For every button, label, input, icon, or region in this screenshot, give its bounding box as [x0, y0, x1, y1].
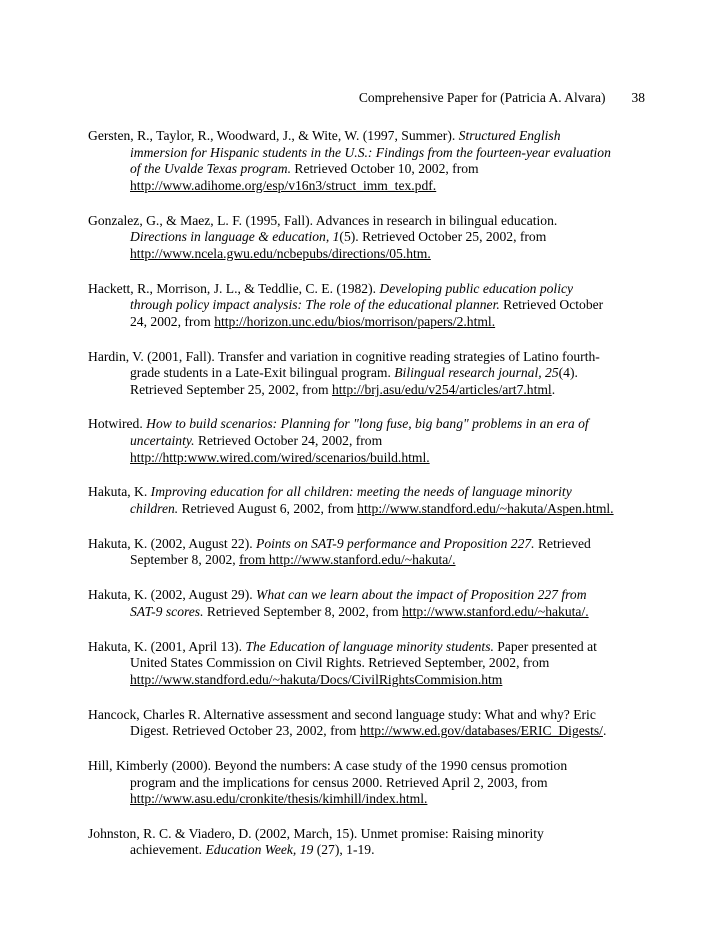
reference-line — [88, 842, 663, 859]
reference-text: Retrieved October — [499, 297, 604, 313]
reference-url-link[interactable]: http://horizon.unc.edu/bios/morrison/papers/2.html. — [214, 313, 496, 329]
reference-text: September 8, 2002, — [130, 552, 240, 568]
reference-text: Retrieved August 6, 2002, from — [178, 501, 358, 517]
reference-line — [88, 723, 663, 740]
reference-line — [88, 416, 663, 433]
reference-line — [88, 382, 663, 399]
reference-line — [88, 758, 663, 775]
reference-italic-text: through policy impact analysis: The role of the educational planner. — [130, 297, 500, 313]
reference-italic-text: What can we learn about the impact of Proposition 227 from — [256, 587, 587, 603]
reference-italic-text: uncertainty. — [130, 433, 195, 449]
reference-line — [88, 501, 663, 518]
reference-line — [88, 672, 663, 689]
reference-italic-text: children. — [130, 501, 179, 517]
reference-entry — [88, 536, 663, 569]
reference-url-link[interactable]: http://brj.asu/edu/v254/articles/art7.html — [331, 381, 552, 397]
reference-line — [88, 587, 663, 604]
reference-line — [88, 604, 663, 621]
reference-italic-text: How to build scenarios: Planning for "long fuse, big bang" problems in an era of — [146, 416, 589, 432]
reference-text: Hardin, V. (2001, Fall). Transfer and variation in cognitive reading strategies of Latino fourth- — [88, 348, 600, 364]
reference-text: grade students in a Late-Exit bilingual program. — [130, 365, 395, 381]
reference-url-link[interactable]: http://www.stanford.edu/~hakuta/. — [402, 603, 589, 619]
reference-text: Retrieved October 10, 2002, from — [290, 161, 479, 177]
reference-line — [88, 178, 663, 195]
reference-entry — [88, 349, 663, 399]
reference-italic-text: Improving education for all children: meeting the needs of language minority — [150, 484, 572, 500]
reference-line — [88, 246, 663, 263]
reference-line — [88, 349, 663, 366]
reference-text: Digest. Retrieved October 23, 2002, from — [130, 723, 360, 739]
reference-line — [88, 639, 663, 656]
reference-url-link[interactable]: http://www.standford.edu/~hakuta/Aspen.html. — [357, 501, 614, 517]
reference-list — [88, 128, 663, 877]
reference-text: program and the implications for census 2000. Retrieved April 2, 2003, from — [130, 774, 548, 790]
reference-line — [88, 484, 663, 501]
reference-url-link[interactable]: http://www.standford.edu/~hakuta/Docs/CivilRightsCommision.htm — [130, 671, 503, 687]
reference-line — [88, 297, 663, 314]
reference-line — [88, 707, 663, 724]
reference-italic-text: Developing public education policy — [379, 280, 574, 296]
reference-line — [88, 536, 663, 553]
reference-italic-text: Bilingual research journal, 25 — [394, 365, 559, 381]
reference-text: Hotwired. — [88, 416, 147, 432]
reference-italic-text: Education Week, 19 — [205, 842, 314, 858]
reference-url-link[interactable]: http://www.ncela.gwu.edu/ncbepubs/directions/05.htm. — [130, 245, 431, 261]
reference-url-link[interactable]: from http://www.stanford.edu/~hakuta/. — [239, 552, 456, 568]
reference-italic-text: immersion for Hispanic students in the U.S.: Findings from the fourteen-year evaluation — [130, 144, 611, 160]
reference-line — [88, 314, 663, 331]
reference-italic-text: SAT-9 scores. — [130, 603, 204, 619]
reference-text: Retrieved September 8, 2002, from — [203, 603, 403, 619]
reference-text: Hakuta, K. — [88, 484, 151, 500]
reference-line — [88, 365, 663, 382]
reference-line — [88, 213, 663, 230]
reference-entry — [88, 707, 663, 740]
reference-entry — [88, 587, 663, 620]
reference-url-link[interactable]: http://www.ed.gov/databases/ERIC_Digests/ — [359, 723, 603, 739]
reference-text: Hakuta, K. (2002, August 22). — [88, 535, 257, 551]
reference-line — [88, 229, 663, 246]
reference-italic-text: Points on SAT-9 performance and Proposition 227. — [256, 535, 535, 551]
reference-italic-text: of the Uvalde Texas program. — [130, 161, 291, 177]
reference-entry — [88, 416, 663, 466]
reference-entry — [88, 639, 663, 689]
reference-text: Retrieved October 24, 2002, from — [194, 433, 383, 449]
reference-text: Retrieved September 25, 2002, from — [130, 381, 332, 397]
reference-line — [88, 433, 663, 450]
reference-italic-text: Directions in language & education, 1 — [130, 229, 340, 245]
reference-text: (27), 1-19. — [313, 842, 375, 858]
reference-url-link[interactable]: http://www.asu.edu/cronkite/thesis/kimhill/index.html. — [130, 791, 428, 807]
reference-text: Hakuta, K. (2002, August 29). — [88, 587, 257, 603]
reference-line — [88, 655, 663, 672]
reference-line — [88, 791, 663, 808]
reference-entry — [88, 758, 663, 808]
reference-line — [88, 775, 663, 792]
reference-line — [88, 128, 663, 145]
reference-line — [88, 450, 663, 467]
reference-text: Hancock, Charles R. Alternative assessment and second language study: What and why? Eric — [88, 706, 596, 722]
reference-line — [88, 281, 663, 298]
reference-entry — [88, 484, 663, 517]
reference-text: Hackett, R., Morrison, J. L., & Teddlie, C. E. (1982). — [88, 280, 380, 296]
reference-text: Retrieved — [534, 535, 591, 551]
reference-entry — [88, 826, 663, 859]
reference-italic-text: Structured English — [458, 128, 561, 143]
reference-text: United States Commission on Civil Rights. Retrieved September, 2002, from — [130, 655, 550, 671]
reference-text: Hakuta, K. (2001, April 13). — [88, 638, 246, 654]
running-title: Comprehensive Paper for (Patricia A. Alvara) — [358, 90, 606, 105]
reference-line — [88, 826, 663, 843]
running-header — [0, 90, 645, 106]
reference-text: . — [551, 381, 556, 397]
reference-text: Gonzalez, G., & Maez, L. F. (1995, Fall). Advances in research in bilingual education. — [88, 212, 558, 228]
reference-line — [88, 552, 663, 569]
page-number: 38 — [631, 90, 645, 105]
reference-text: . — [602, 723, 607, 739]
reference-text: Paper presented at — [493, 638, 597, 654]
reference-line — [88, 161, 663, 178]
reference-url-link[interactable]: http://www.adihome.org/esp/v16n3/struct_imm_tex.pdf. — [130, 177, 437, 193]
reference-text: Gersten, R., Taylor, R., Woodward, J., & Wite, W. (1997, Summer). — [88, 128, 459, 143]
reference-text: (5). Retrieved October 25, 2002, from — [339, 229, 547, 245]
reference-entry — [88, 281, 663, 331]
reference-text: achievement. — [130, 842, 206, 858]
reference-text: Johnston, R. C. & Viadero, D. (2002, March, 15). Unmet promise: Raising minority — [88, 825, 544, 841]
reference-text: Hill, Kimberly (2000). Beyond the numbers: A case study of the 1990 census promotion — [88, 757, 568, 773]
reference-url-link[interactable]: http://http:www.wired.com/wired/scenarios/build.html. — [130, 449, 430, 465]
reference-entry — [88, 213, 663, 263]
reference-text: 24, 2002, from — [130, 313, 215, 329]
reference-italic-text: The Education of language minority students. — [245, 638, 494, 654]
reference-line — [88, 145, 663, 162]
reference-text: (4). — [558, 365, 578, 381]
reference-entry — [88, 128, 663, 194]
